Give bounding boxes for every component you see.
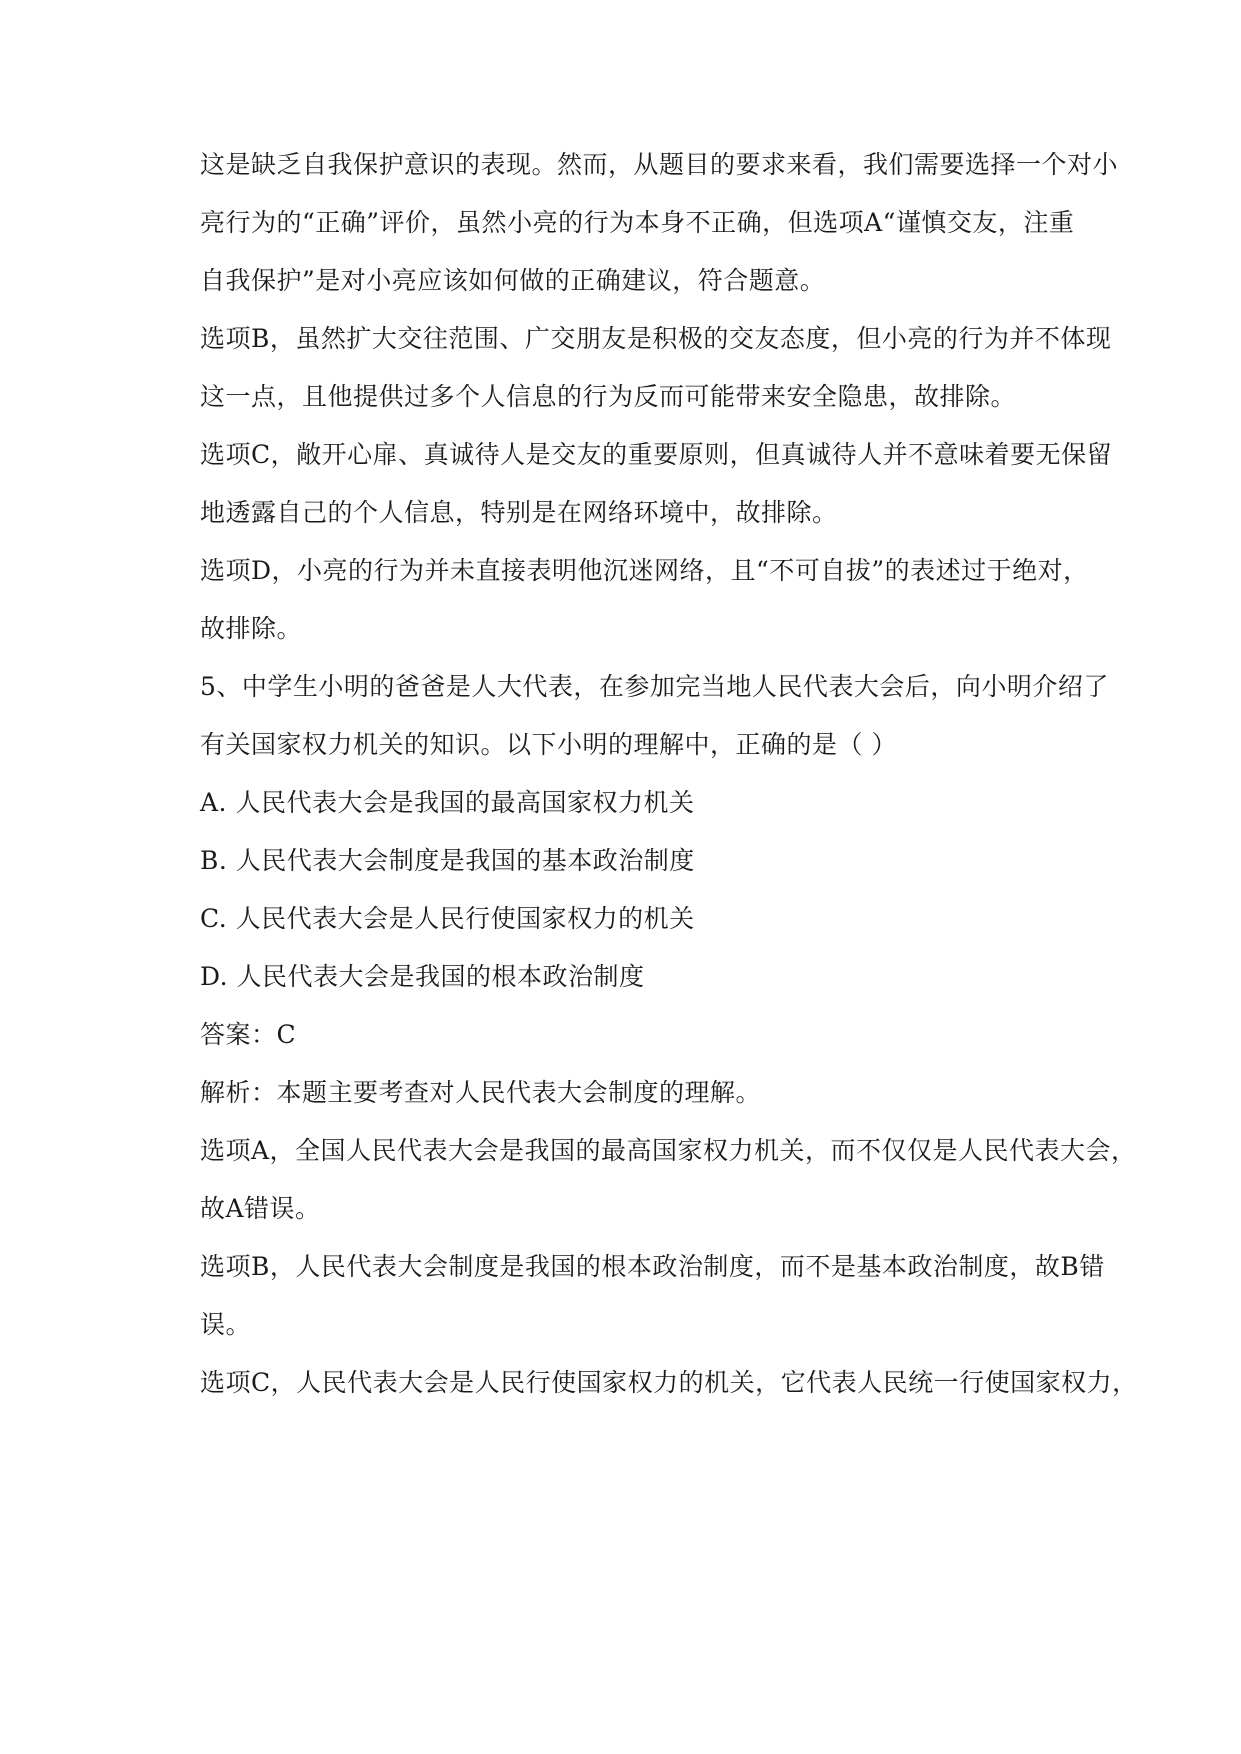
text-line: 这是缺乏自我保护意识的表现。然而，从题目的要求来看，我们需要选择一个对小 <box>200 150 1119 179</box>
text-line: 这一点，且他提供过多个人信息的行为反而可能带来安全隐患，故排除。 <box>200 382 1017 411</box>
text-line: 选项B，人民代表大会制度是我国的根本政治制度，而不是基本政治制度，故B错 <box>200 1252 1105 1281</box>
analysis-line: 解析：本题主要考查对人民代表大会制度的理解。 <box>200 1078 762 1107</box>
option-b: B. 人民代表大会制度是我国的基本政治制度 <box>200 846 695 875</box>
option-a: A. 人民代表大会是我国的最高国家权力机关 <box>200 788 695 817</box>
text-line: 亮行为的“正确”评价，虽然小亮的行为本身不正确，但选项A“谨慎交友，注重 <box>200 208 1075 237</box>
text-line: 选项B，虽然扩大交往范围、广交朋友是积极的交友态度，但小亮的行为并不体现 <box>200 324 1112 353</box>
text-line: 故排除。 <box>200 614 303 643</box>
option-d: D. 人民代表大会是我国的根本政治制度 <box>200 962 645 991</box>
text-line: 故A错误。 <box>200 1194 321 1223</box>
answer-line: 答案：C <box>200 1020 297 1049</box>
text-line: 误。 <box>200 1310 252 1339</box>
text-line: 选项D，小亮的行为并未直接表明他沉迷网络，且“不可自拔”的表述过于绝对， <box>200 556 1089 585</box>
text-line: 选项A，全国人民代表大会是我国的最高国家权力机关，而不仅仅是人民代表大会， <box>200 1136 1137 1165</box>
option-c: C. 人民代表大会是人民行使国家权力的机关 <box>200 904 695 933</box>
question-stem-line: 有关国家权力机关的知识。以下小明的理解中，正确的是（ ） <box>200 730 897 759</box>
text-line: 自我保护”是对小亮应该如何做的正确建议，符合题意。 <box>200 266 826 295</box>
text-line: 选项C，敞开心扉、真诚待人是交友的重要原则，但真诚待人并不意味着要无保留 <box>200 440 1113 469</box>
text-line: 地透露自己的个人信息，特别是在网络环境中，故排除。 <box>200 498 838 527</box>
text-line: 选项C，人民代表大会是人民行使国家权力的机关，它代表人民统一行使国家权力， <box>200 1368 1138 1397</box>
question-stem-line: 5、中学生小明的爸爸是人大代表，在参加完当地人民代表大会后，向小明介绍了 <box>200 672 1109 701</box>
